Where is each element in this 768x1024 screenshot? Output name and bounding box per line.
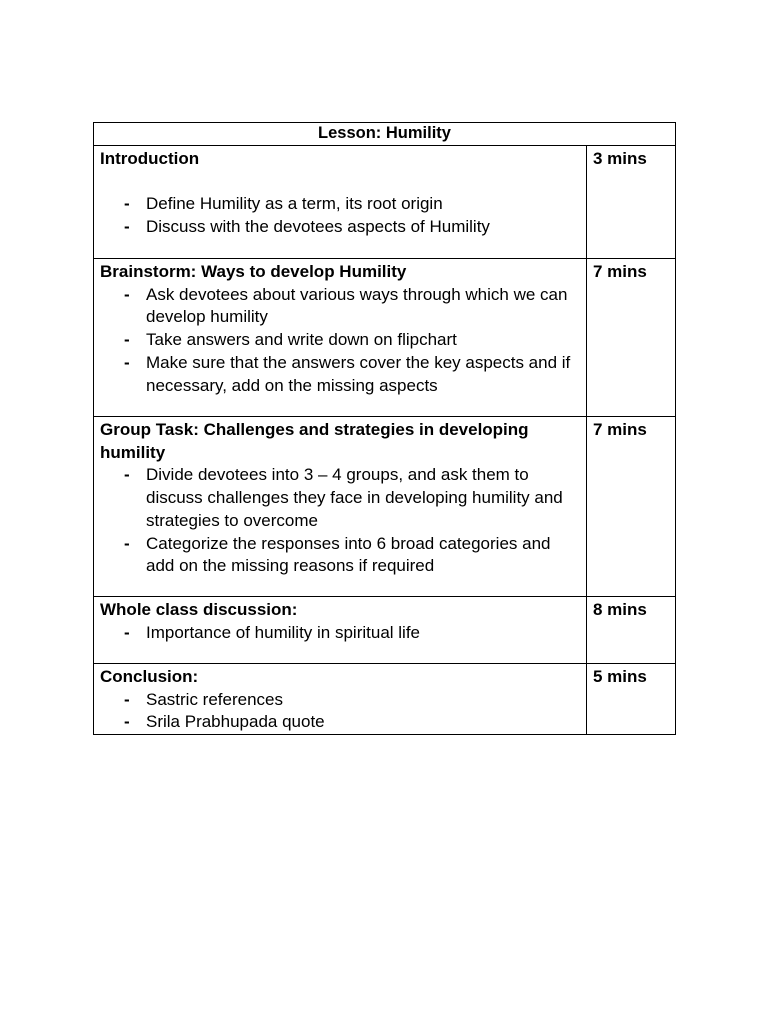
section-item-list (100, 193, 580, 238)
list-item: - Srila Prabhupada quote (146, 711, 580, 734)
list-item: - Define Humility as a term, its root origin (146, 193, 580, 216)
section-duration: 3 mins (587, 146, 676, 259)
section-title: Brainstorm: Ways to develop Humility (100, 262, 407, 281)
section-row-group-task (94, 417, 676, 597)
section-item-list (100, 284, 580, 398)
spacer (100, 171, 580, 194)
section-row-brainstorm (94, 259, 676, 417)
section-title: Group Task: Challenges and strategies in developing humility (100, 420, 529, 462)
list-item: - Ask devotees about various ways through which we can develop humility (146, 284, 580, 329)
section-item-list (100, 622, 580, 645)
list-item: - Sastric references (146, 689, 580, 712)
section-duration: 8 mins (587, 597, 676, 664)
list-item: - Categorize the responses into 6 broad categories and add on the missing reasons if required (146, 533, 580, 578)
section-content (94, 417, 587, 597)
section-row-whole-class-discussion (94, 597, 676, 664)
section-duration: 7 mins (587, 259, 676, 417)
lesson-title: Lesson: Humility (94, 123, 676, 146)
list-item: - Discuss with the devotees aspects of Humility (146, 216, 580, 239)
section-content (94, 259, 587, 417)
section-duration: 5 mins (587, 664, 676, 735)
section-item-list (100, 689, 580, 734)
section-content (94, 664, 587, 735)
list-item: - Divide devotees into 3 – 4 groups, and ask them to discuss challenges they face in developing humility and strategies to overcome (146, 464, 580, 532)
section-title: Introduction (100, 149, 200, 168)
section-title: Whole class discussion: (100, 600, 298, 619)
section-row-conclusion (94, 664, 676, 735)
section-content (94, 146, 587, 259)
list-item: - Make sure that the answers cover the key aspects and if necessary, add on the missing aspects (146, 352, 580, 397)
table-header-row (94, 123, 676, 146)
list-item: - Take answers and write down on flipchart (146, 329, 580, 352)
lesson-plan-table (93, 122, 676, 735)
section-title: Conclusion: (100, 667, 199, 686)
section-duration: 7 mins (587, 417, 676, 597)
section-content (94, 597, 587, 664)
section-item-list (100, 464, 580, 578)
list-item: - Importance of humility in spiritual life (146, 622, 580, 645)
section-row-introduction (94, 146, 676, 259)
